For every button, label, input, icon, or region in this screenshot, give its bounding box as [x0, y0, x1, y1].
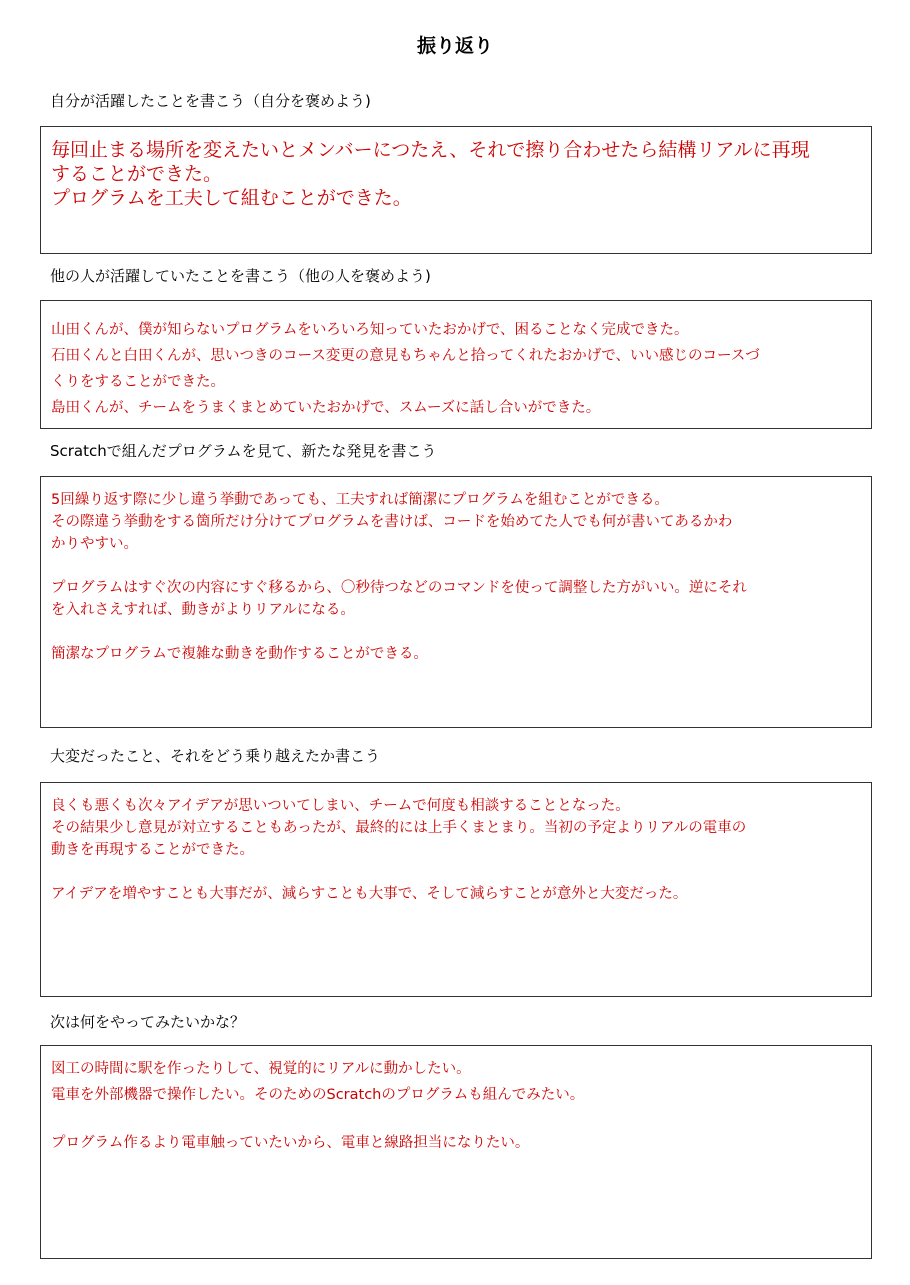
- answer-text-next-try: [51, 1056, 863, 1156]
- answer-line: 山田くんが、僕が知らないプログラムをいろいろ知っていたおかげで、困ることなく完成できた。: [51, 322, 689, 338]
- prompt-next-try: 次は何をやってみたいかな？: [50, 1013, 246, 1031]
- answer-line: くりをすることができた。: [51, 374, 225, 390]
- answer-box-difficulties[interactable]: [40, 782, 872, 997]
- answer-line: 動きを再現することができた。: [51, 842, 254, 858]
- answer-line: 電車を外部機器で操作したい。そのためのScratchのプログラムも組んでみたい。: [51, 1087, 585, 1103]
- answer-box-next-try[interactable]: [40, 1045, 872, 1259]
- answer-line: 島田くんが、チームをうまくまとめていたおかげで、スムーズに話し合いができた。: [51, 400, 601, 416]
- answer-line: プログラムを工夫して組むことができた。: [51, 187, 412, 209]
- blank-line: [51, 1108, 863, 1130]
- prompt-others-achievement: 他の人が活躍していたことを書こう（他の人を褒めよう): [50, 267, 431, 285]
- answer-line: 図工の時間に駅を作ったりして、視覚的にリアルに動かしたい。: [51, 1061, 471, 1077]
- answer-line: 5回繰り返す際に少し違う挙動であっても、工夫すれば簡潔にプログラムを組むことができる。: [51, 492, 669, 508]
- answer-text-difficulties: [51, 795, 863, 905]
- answer-line: 毎回止まる場所を変えたいとメンバーにつたえ、それで擦り合わせたら結構リアルに再現: [51, 139, 810, 161]
- blank-line: [51, 555, 863, 577]
- answer-text-self-achievement: [51, 138, 863, 210]
- prompt-difficulties: 大変だったこと、それをどう乗り越えたか書こう: [50, 747, 381, 765]
- answer-text-others-achievement: [51, 317, 863, 421]
- answer-line: 良くも悪くも次々アイデアが思いついてしまい、チームで何度も相談することとなった。: [51, 798, 630, 814]
- answer-line: かりやすい。: [51, 536, 138, 552]
- blank-line: [51, 861, 863, 883]
- answer-line: することができた。: [51, 163, 223, 185]
- answer-box-self-achievement[interactable]: [40, 126, 872, 254]
- answer-line: その際違う挙動をする箇所だけ分けてプログラムを書けば、コードを始めてた人でも何が書いてあるかわ: [51, 514, 733, 530]
- answer-line: を入れさえすれば、動きがよりリアルになる。: [51, 602, 355, 618]
- answer-line: 石田くんと白田くんが、思いつきのコース変更の意見もちゃんと拾ってくれたおかげで、いい感じのコースづ: [51, 348, 760, 364]
- answer-line: 簡潔なプログラムで複雑な動きを動作することができる。: [51, 646, 428, 662]
- answer-line: プログラムはすぐ次の内容にすぐ移るから、〇秒待つなどのコマンドを使って調整した方がいい。逆にそれ: [51, 580, 747, 596]
- blank-line: [51, 621, 863, 643]
- prompt-scratch-discovery: Scratchで組んだプログラムを見て、新たな発見を書こう: [50, 442, 437, 460]
- answer-line: プログラム作るより電車触っていたいから、電車と線路担当になりたい。: [51, 1135, 530, 1151]
- prompt-self-achievement: 自分が活躍したことを書こう（自分を褒めよう): [50, 92, 371, 110]
- page-title: 振り返り: [416, 35, 493, 57]
- answer-line: アイデアを増やすことも大事だが、減らすことも大事で、そして減らすことが意外と大変だった。: [51, 886, 688, 902]
- answer-box-scratch-discovery[interactable]: [40, 476, 872, 728]
- answer-line: その結果少し意見が対立することもあったが、最終的には上手くまとまり。当初の予定よりリアルの電車の: [51, 820, 747, 836]
- answer-box-others-achievement[interactable]: [40, 300, 872, 429]
- answer-text-scratch-discovery: [51, 489, 863, 665]
